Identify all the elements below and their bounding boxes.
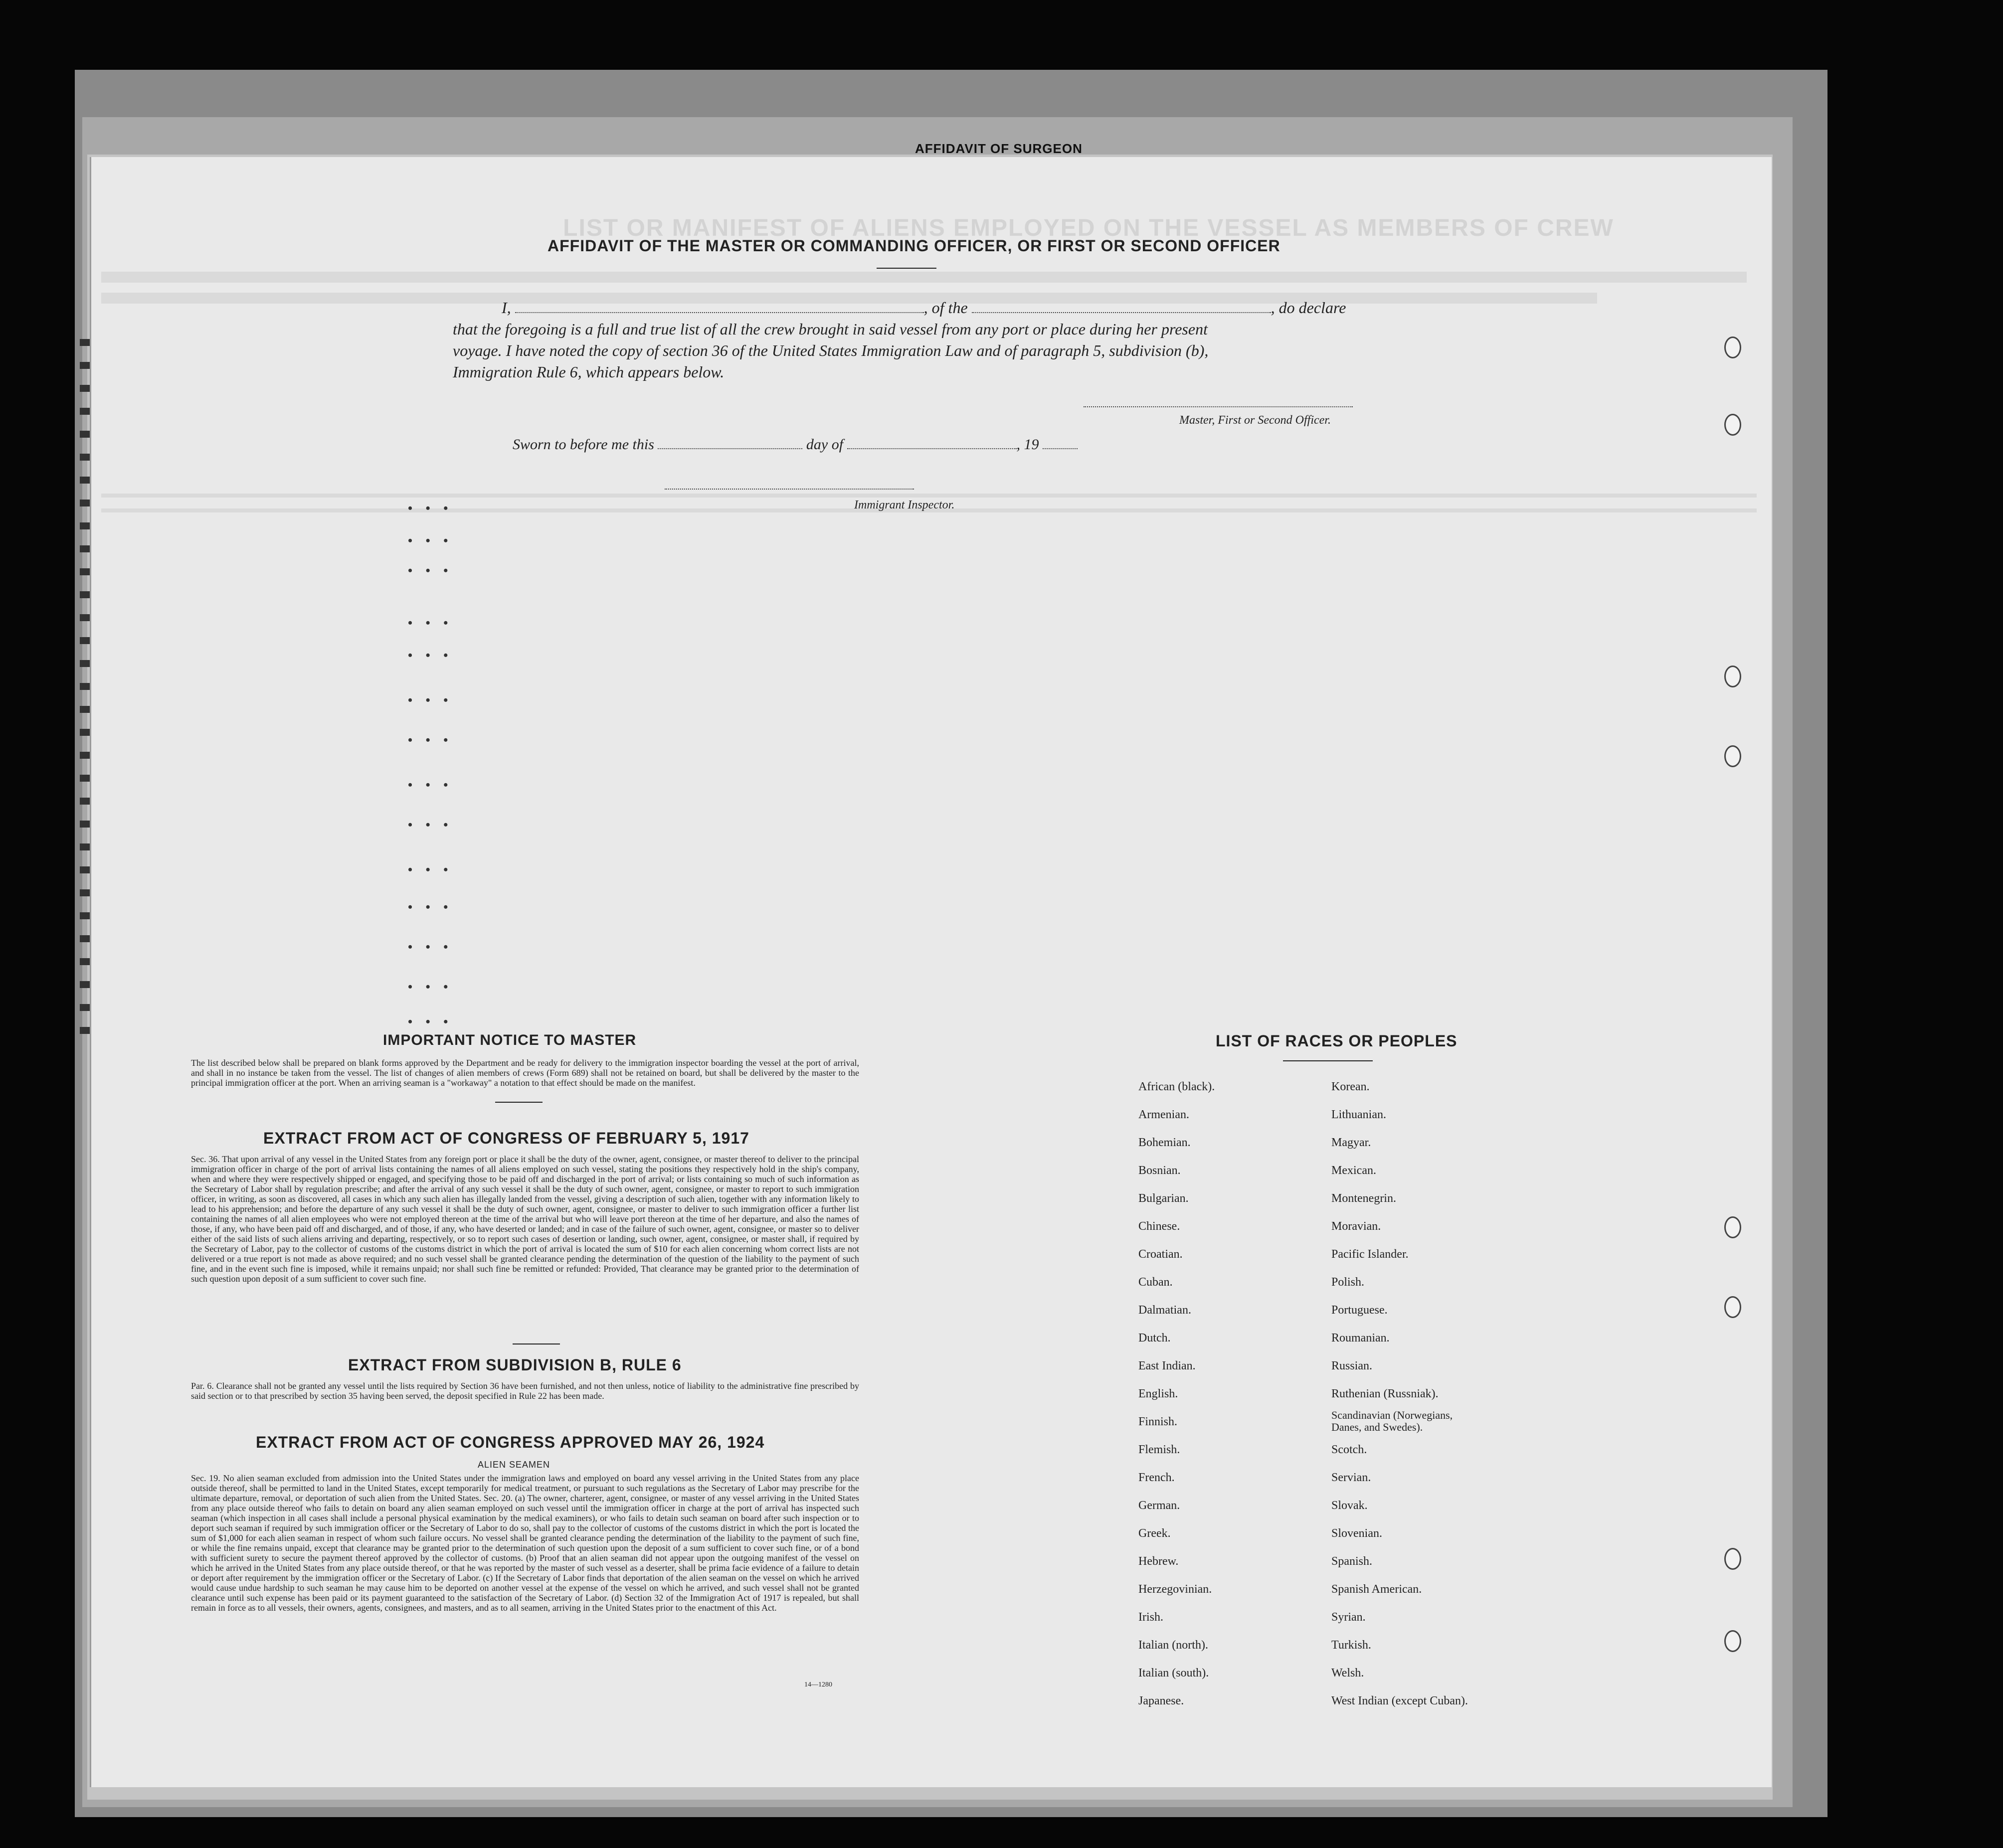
affidavit-title: AFFIDAVIT OF THE MASTER OR COMMANDING OFFICER, OR FIRST OR SECOND OFFICER — [547, 237, 1280, 255]
affidavit-of-the: , of the — [923, 299, 968, 317]
row-dots: • • • — [408, 733, 453, 747]
race-item: Syrian. — [1331, 1611, 1366, 1624]
row-dots: • • • — [408, 563, 453, 578]
race-item: Croatian. — [1138, 1248, 1183, 1261]
notice-underline — [495, 1102, 543, 1103]
signature-line — [1084, 406, 1353, 407]
race-item: Slovak. — [1331, 1499, 1368, 1512]
signature-caption: Master, First or Second Officer. — [1179, 414, 1331, 427]
race-item: Scandinavian (Norwegians, Danes, and Swedes). — [1331, 1409, 1453, 1433]
race-item: Greek. — [1138, 1527, 1171, 1540]
extract-rule6-text: Par. 6. Clearance shall not be granted any vessel until the lists required by Section 36 have been furnished, and not then unless, notice of liability to the administrative fine prescribed by said section or to that prescribed by section 35 having been served, the deposit specified in Rule 22 has been made. — [191, 1381, 859, 1401]
sworn-line — [513, 436, 1078, 453]
extract-1924-title: EXTRACT FROM ACT OF CONGRESS APPROVED MAY 26, 1924 — [256, 1433, 765, 1451]
race-item: Italian (south). — [1138, 1667, 1209, 1680]
affidavit-i: I, — [502, 299, 511, 317]
race-item: Turkish. — [1331, 1639, 1371, 1652]
races-underline — [1283, 1060, 1373, 1061]
affidavit-line-4: Immigration Rule 6, which appears below. — [453, 363, 725, 381]
affidavit-line-3: voyage. I have noted the copy of section 36 of the United States Immigration Law and of paragraph 5, subdivision (b), — [453, 341, 1209, 359]
race-item: Russian. — [1331, 1359, 1373, 1372]
punch-hole — [1724, 745, 1741, 767]
race-item: Irish. — [1138, 1611, 1163, 1624]
punch-hole — [1724, 336, 1741, 358]
row-dots: • • • — [408, 616, 453, 630]
race-item: French. — [1138, 1471, 1175, 1484]
title-underline — [877, 268, 936, 269]
race-item: Chinese. — [1138, 1220, 1180, 1233]
race-item: Ruthenian (Russniak). — [1331, 1387, 1439, 1400]
ghost-line — [101, 272, 1747, 283]
race-item: Armenian. — [1138, 1108, 1189, 1121]
race-item: Cuban. — [1138, 1276, 1173, 1289]
affidavit-body — [453, 297, 1500, 383]
row-dots: • • • — [408, 693, 453, 707]
row-dots: • • • — [408, 501, 453, 515]
race-item: Bosnian. — [1138, 1164, 1181, 1177]
race-item: Slovenian. — [1331, 1527, 1382, 1540]
race-item: West Indian (except Cuban). — [1331, 1694, 1468, 1707]
race-item: Dalmatian. — [1138, 1304, 1191, 1317]
punch-hole — [1724, 414, 1741, 436]
affidavit-line-2: that the foregoing is a full and true list of all the crew brought in said vessel from any port or place during her present — [453, 320, 1208, 338]
day-blank — [658, 437, 802, 449]
race-item: Magyar. — [1331, 1136, 1371, 1149]
row-dots: • • • — [408, 818, 453, 832]
sworn-before-label: Sworn to before me this — [513, 436, 654, 453]
row-dots: • • • — [408, 1014, 453, 1029]
affidavit-declare: , do declare — [1271, 299, 1346, 317]
race-item: Portuguese. — [1331, 1304, 1388, 1317]
race-item: Welsh. — [1331, 1667, 1364, 1680]
year-label: , 19 — [1016, 436, 1039, 453]
race-item: Polish. — [1331, 1276, 1365, 1289]
race-item: Flemish. — [1138, 1443, 1180, 1456]
race-item: English. — [1138, 1387, 1178, 1400]
row-dots: • • • — [408, 648, 453, 663]
inspector-caption: Immigrant Inspector. — [854, 499, 955, 511]
punch-hole — [1724, 1216, 1741, 1238]
race-item: Pacific Islander. — [1331, 1248, 1409, 1261]
row-dots: • • • — [408, 940, 453, 954]
race-item: Dutch. — [1138, 1332, 1171, 1344]
race-item: African (black). — [1138, 1080, 1215, 1093]
extract-1917-title: EXTRACT FROM ACT OF CONGRESS OF FEBRUARY 5, 1917 — [263, 1129, 749, 1147]
day-of-label: day of — [806, 436, 844, 453]
races-title: LIST OF RACES OR PEOPLES — [1216, 1032, 1457, 1050]
race-item: Montenegrin. — [1331, 1192, 1396, 1205]
ghost-line — [101, 494, 1757, 498]
document-page — [90, 157, 1772, 1787]
row-dots: • • • — [408, 778, 453, 792]
race-item: Bohemian. — [1138, 1136, 1191, 1149]
race-item: German. — [1138, 1499, 1180, 1512]
name-blank — [515, 301, 924, 313]
punch-hole — [1724, 1630, 1741, 1652]
row-dots: • • • — [408, 980, 453, 994]
race-item: Mexican. — [1331, 1164, 1376, 1177]
race-item: Italian (north). — [1138, 1639, 1208, 1652]
race-item: Spanish. — [1331, 1555, 1373, 1568]
row-dots: • • • — [408, 533, 453, 548]
film-edge-marks — [80, 339, 90, 1062]
back-sheet-header: AFFIDAVIT OF SURGEON — [915, 141, 1083, 156]
notice-text: The list described below shall be prepared on blank forms approved by the Department and be ready for delivery to the immigration inspector boarding the vessel at the port of arrival, and shall in no instance be taken from the vessel. The list of changes of alien members of crews (Form 689) shall not be retained on board, but shall be delivered by the master to the principal immigration officer at the port. When an arriving seaman is a "workaway" a notation to that effect should be made on the manifest. — [191, 1058, 859, 1088]
punch-hole — [1724, 1548, 1741, 1570]
race-item: Hebrew. — [1138, 1555, 1179, 1568]
race-item: Bulgarian. — [1138, 1192, 1189, 1205]
race-item: Spanish American. — [1331, 1583, 1422, 1596]
extract-1924-subtitle: ALIEN SEAMEN — [478, 1460, 550, 1470]
month-blank — [847, 437, 1017, 449]
race-item: Herzegovinian. — [1138, 1583, 1212, 1596]
race-item: Japanese. — [1138, 1694, 1184, 1707]
punch-hole — [1724, 666, 1741, 687]
row-dots: • • • — [408, 900, 453, 914]
extract-1924-text: Sec. 19. No alien seaman excluded from admission into the United States under the immigration laws and employed on board any vessel arriving in the United States from any place outside thereof, shall be permitted to land in the United States, except temporarily for medical treatment, or pursuant to such regulations as the Secretary of Labor may prescribe for the ultimate departure, removal, or deportation of such alien from the United States. Sec. 20. (a) The owner, charterer, agent, consignee, or master of any vessel arriving in the United States from any place outside thereof who fails to detain on board any alien seaman employed on such vessel until the immigration officer in charge at the port of arrival has inspected such seaman (which inspection in all cases shall include a personal physical examination by the medical examiners), or who fails to detain such seaman on board after such inspection or to deport such seaman if required by such immigration officer or the Secretary of Labor to do so, shall pay to the collector of customs of the customs district in which the port is located the sum of $1,000 for each alien seaman in respect of whom such failure occurs. No vessel shall be granted clearance pending the determination of the liability to the payment of such fine, or while the fine remains unpaid, except that clearance may be granted prior to the determination of such question upon the deposit of a sum sufficient to cover such fine, or of a bond with sufficient surety to secure the payment thereof approved by the collector of customs. (b) Proof that an alien seaman did not appear upon the outgoing manifest of the vessel on which he arrived in the United States from any place outside thereof, or that he was reported by the master of such vessel as a deserter, shall be prima facie evidence of a failure to detain or deport after requirement by the immigration officer or the Secretary of Labor. (c) If the Secretary of Labor finds that deportation of the alien seaman on the vessel on which he arrived would cause undue hardship to such seaman he may cause him to be deported on another vessel at the expense of the vessel on which he arrived, and such vessel shall not be granted clearance until such expense has been paid or its payment guaranteed to the satisfaction of the Secretary of Labor. (d) Section 32 of the Immigration Act of 1917 is repealed, but shall remain in force as to all vessels, their owners, agents, consignees, and masters, and as to all seamen, arriving in the United States prior to the enactment of this Act. — [191, 1473, 859, 1613]
ghost-manifest-header: LIST OR MANIFEST OF ALIENS EMPLOYED ON THE VESSEL AS MEMBERS OF CREW — [563, 215, 1614, 241]
race-item: Moravian. — [1331, 1220, 1381, 1233]
extract-rule6-title: EXTRACT FROM SUBDIVISION B, RULE 6 — [348, 1356, 682, 1374]
race-item: Roumanian. — [1331, 1332, 1390, 1344]
inspector-line — [665, 489, 914, 490]
extract-1917-text: Sec. 36. That upon arrival of any vessel in the United States from any foreign port or place it shall be the duty of the owner, agent, consignee, or master thereof to deliver to the principal immigration officer in charge of the port of arrival lists containing the names of all aliens employed on such vessel, stating the positions they respectively hold in the ship's company, when and where they were respectively shipped or engaged, and specifying those to be paid off and discharged in the port of arrival; or lists containing so much of such information as the Secretary of Labor shall by regulation prescribe; and after the arrival of any such vessel it shall be the duty of such owner, agent, consignee, or master to report to such immigration officer, in writing, as soon as discovered, all cases in which any such alien has illegally landed from the vessel, giving a description of such alien, together with any information likely to lead to his apprehension; and before the departure of any such vessel it shall be the duty of such owner, agent, consignee, or master to deliver to such immigration officer a further list containing the names of all alien employees who were not employed thereon at the time of the arrival but who will leave port thereon at the time of her departure, and also the names of those, if any, who have been paid off and discharged, and of those, if any, who have deserted or landed; and in case of the failure of such owner, agent, consignee, or master so to deliver either of the said lists of such aliens arriving and departing, respectively, or so to report such cases of desertion or landing, such owner, agent, consignee, or master shall, if required by the Secretary of Labor, pay to the collector of customs of the customs district in which the port of arrival is located the sum of $10 for each alien concerning whom correct lists are not delivered or a true report is not made as above required; and no such vessel shall be granted clearance pending the determination of the question of the liability to the payment of such fine, and in the event such fine is imposed, while it remains unpaid; nor shall such fine be remitted or refunded: Provided, That clearance may be granted prior to the determination of such question upon deposit of a sum sufficient to cover such fine. — [191, 1154, 859, 1284]
race-item: Scotch. — [1331, 1443, 1367, 1456]
year-blank — [1043, 437, 1078, 449]
race-item: Korean. — [1331, 1080, 1370, 1093]
row-dots: • • • — [408, 862, 453, 877]
race-item: Servian. — [1331, 1471, 1371, 1484]
race-item: East Indian. — [1138, 1359, 1196, 1372]
race-item: Finnish. — [1138, 1415, 1178, 1428]
notice-title: IMPORTANT NOTICE TO MASTER — [383, 1032, 637, 1048]
punch-hole — [1724, 1296, 1741, 1318]
race-item: Lithuanian. — [1331, 1108, 1386, 1121]
vessel-blank — [972, 301, 1271, 313]
form-number: 14—1280 — [804, 1681, 832, 1688]
